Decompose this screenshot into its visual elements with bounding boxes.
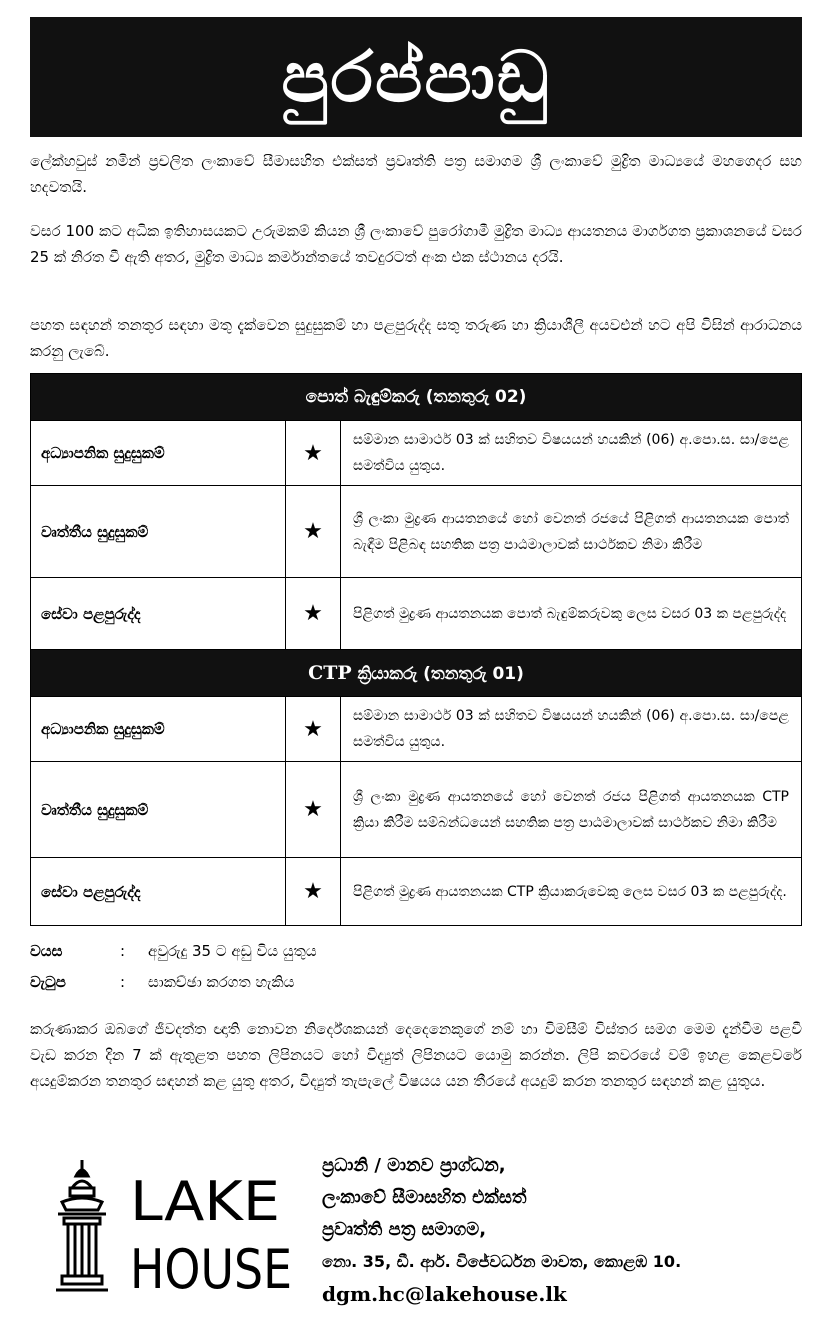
address-line: ප්‍රධානි / මානව ප්‍රාග්ධන,: [322, 1155, 506, 1176]
tower-icon: [50, 1158, 300, 1308]
table-row: [31, 858, 802, 926]
table-row: [31, 486, 802, 578]
star-icon: ★: [286, 421, 341, 486]
star-icon: ★: [286, 578, 341, 650]
row-label: අධ්‍යාපනික සුදුසුකම්: [31, 697, 286, 762]
lake-house-logo: [50, 1158, 300, 1308]
row-description: පිළිගත් මුද්‍රණ ආයතනයක CTP ක්‍රියාකරුවෙකු ලෙස වසර 03 ක පළපුරුද්ද.: [341, 858, 802, 926]
intro-paragraph-1: ලේක්හවුස් නමින් ප්‍රචලිත ලංකාවේ සීමාසහිත එක්සත් ප්‍රවෘත්ති පත්‍ර සමාගම ශ්‍රී ලංකාවේ මුද්‍රිත මාධ්‍යයේ මහගෙදර සහ හදවතයි.: [30, 152, 802, 196]
table-row: [31, 762, 802, 858]
condition-key: වයස: [30, 942, 63, 960]
address-line: නො. 35, ඩී. ආර්. විජේවර්ධන මාවත, කොළඹ 10.: [322, 1252, 682, 1271]
title-banner: [30, 17, 802, 137]
condition-colon: :: [120, 973, 126, 991]
star-icon: ★: [286, 858, 341, 926]
star-icon: ★: [286, 697, 341, 762]
row-label: සේවා පළපුරුද්ද: [31, 858, 286, 926]
row-description: සම්මාන සාමාර්ථ 03 ක් සහිතව විෂයයන් හයකින් (06) අ.පො.ස. සා/පෙළ සමත්විය යුතුය.: [341, 697, 802, 762]
star-icon: ★: [286, 486, 341, 578]
table-row: [31, 697, 802, 762]
section-header-ctp-operator: [31, 650, 802, 697]
row-label: සේවා පළපුරුද්ද: [31, 578, 286, 650]
requirements-table: [30, 373, 802, 926]
section-title: පොත් බැඳුම්කරු (තනතුරු 02): [305, 387, 527, 407]
section-title: ක්‍රියාකරු (තනතුරු 01): [351, 664, 524, 684]
section-header-book-binder: [31, 374, 802, 421]
condition-key: වැටුප: [30, 973, 66, 991]
star-icon: ★: [286, 762, 341, 858]
row-label: වෘත්තීය සුදුසුකම්: [31, 486, 286, 578]
row-description: ශ්‍රී ලංකා මුද්‍රණ ආයතනයේ හෝ වෙනත් රජයේ පිළිගත් ආයතනයක පොත් බැඳීම පිළිබඳ සහතික පත්‍ර පාඨමාලාවක් සාර්ථකව නිමා කිරීම: [341, 486, 802, 578]
intro-paragraph-2: වසර 100 කට අධික ඉතිහාසයකට උරුමකම් කියන ශ්‍රී ලංකාවේ පුරෝගාමී මුද්‍රිත මාධ්‍ය ආයතනය මාර්ගගත ප්‍රකාශනයේ වසර 25 ක් නිරත වී ඇති අතර, මුද්‍රිත මාධ්‍ය කර්මාන්තයේ තවදුරටත් අංක එක ස්ථානය දරයි.: [30, 222, 802, 266]
row-label: වෘත්තීය සුදුසුකම්: [31, 762, 286, 858]
row-label: අධ්‍යාපනික සුදුසුකම්: [31, 421, 286, 486]
table-row: [31, 421, 802, 486]
application-instructions: කරුණාකර ඔබගේ ජීවදත්ත ඥාති නොවන නිර්දේශකයන් දෙදෙනෙකුගේ නම් හා විමසීම් විස්තර සමග මෙම දැන්වීම පළවී වැඩ කරන දින 7 ක් ඇතුළත පහත ලිපිනයට හෝ විද්‍යුත් ලිපිනයට යොමු කරන්න. ලිපි කවරයේ වම් ඉහළ කෙළවරේ අයදුම්කරන තනතුර සඳහන් කළ යුතු අතර, විද්‍යුත් තැපැලේ විෂයය යන තීරයේ අයදුම් කරන තනතුර සඳහන් කළ යුතුය.: [30, 1020, 802, 1090]
row-description: ශ්‍රී ලංකා මුද්‍රණ ආයතනයේ හෝ වෙනත් රජය පිළිගත් ආයතනයක CTP ක්‍රියා කිරීම සම්බන්ධයෙන් සහතික පත්‍ර පාඨමාලාවක් සාර්ථකව නිමා කිරීම: [341, 762, 802, 858]
condition-value: සාකච්ඡා කරගත හැකිය: [148, 973, 295, 991]
contact-address: [322, 1150, 802, 1310]
logo-line-1: LAKE: [130, 1170, 280, 1233]
section-title-prefix: CTP: [308, 662, 352, 684]
table-row: [31, 578, 802, 650]
address-line: ලංකාවේ සීමාසහිත එක්සත්: [322, 1187, 527, 1208]
logo-line-2: HOUSE: [130, 1238, 292, 1301]
email-address: dgm.hc@lakehouse.lk: [322, 1282, 567, 1306]
address-line: ප්‍රවෘත්ති පත්‍ර සමාගම,: [322, 1219, 487, 1240]
row-description: සම්මාන සාමාර්ථ 03 ක් සහිතව විෂයයන් හයකින් (06) අ.පො.ස. සා/පෙළ සමත්විය යුතුය.: [341, 421, 802, 486]
condition-colon: :: [120, 942, 126, 960]
row-description: පිළිගත් මුද්‍රණ ආයතනයක පොත් බැඳුම්කරුවකු ලෙස වසර 03 ක පළපුරුද්ද: [341, 578, 802, 650]
page-title: පුරප්පාඩු: [281, 35, 551, 118]
intro-paragraph-3: පහත සඳහන් තනතුර සඳහා මතු දැක්වෙන සුදුසුකම් හා පළපුරුද්ද සතු තරුණ හා ක්‍රියාශීලී අයවළුන් හට අපි විසින් ආරාධනය කරනු ලැබේ.: [30, 316, 802, 360]
condition-value: අවුරුදු 35 ට අඩු විය යුතුය: [148, 942, 317, 960]
